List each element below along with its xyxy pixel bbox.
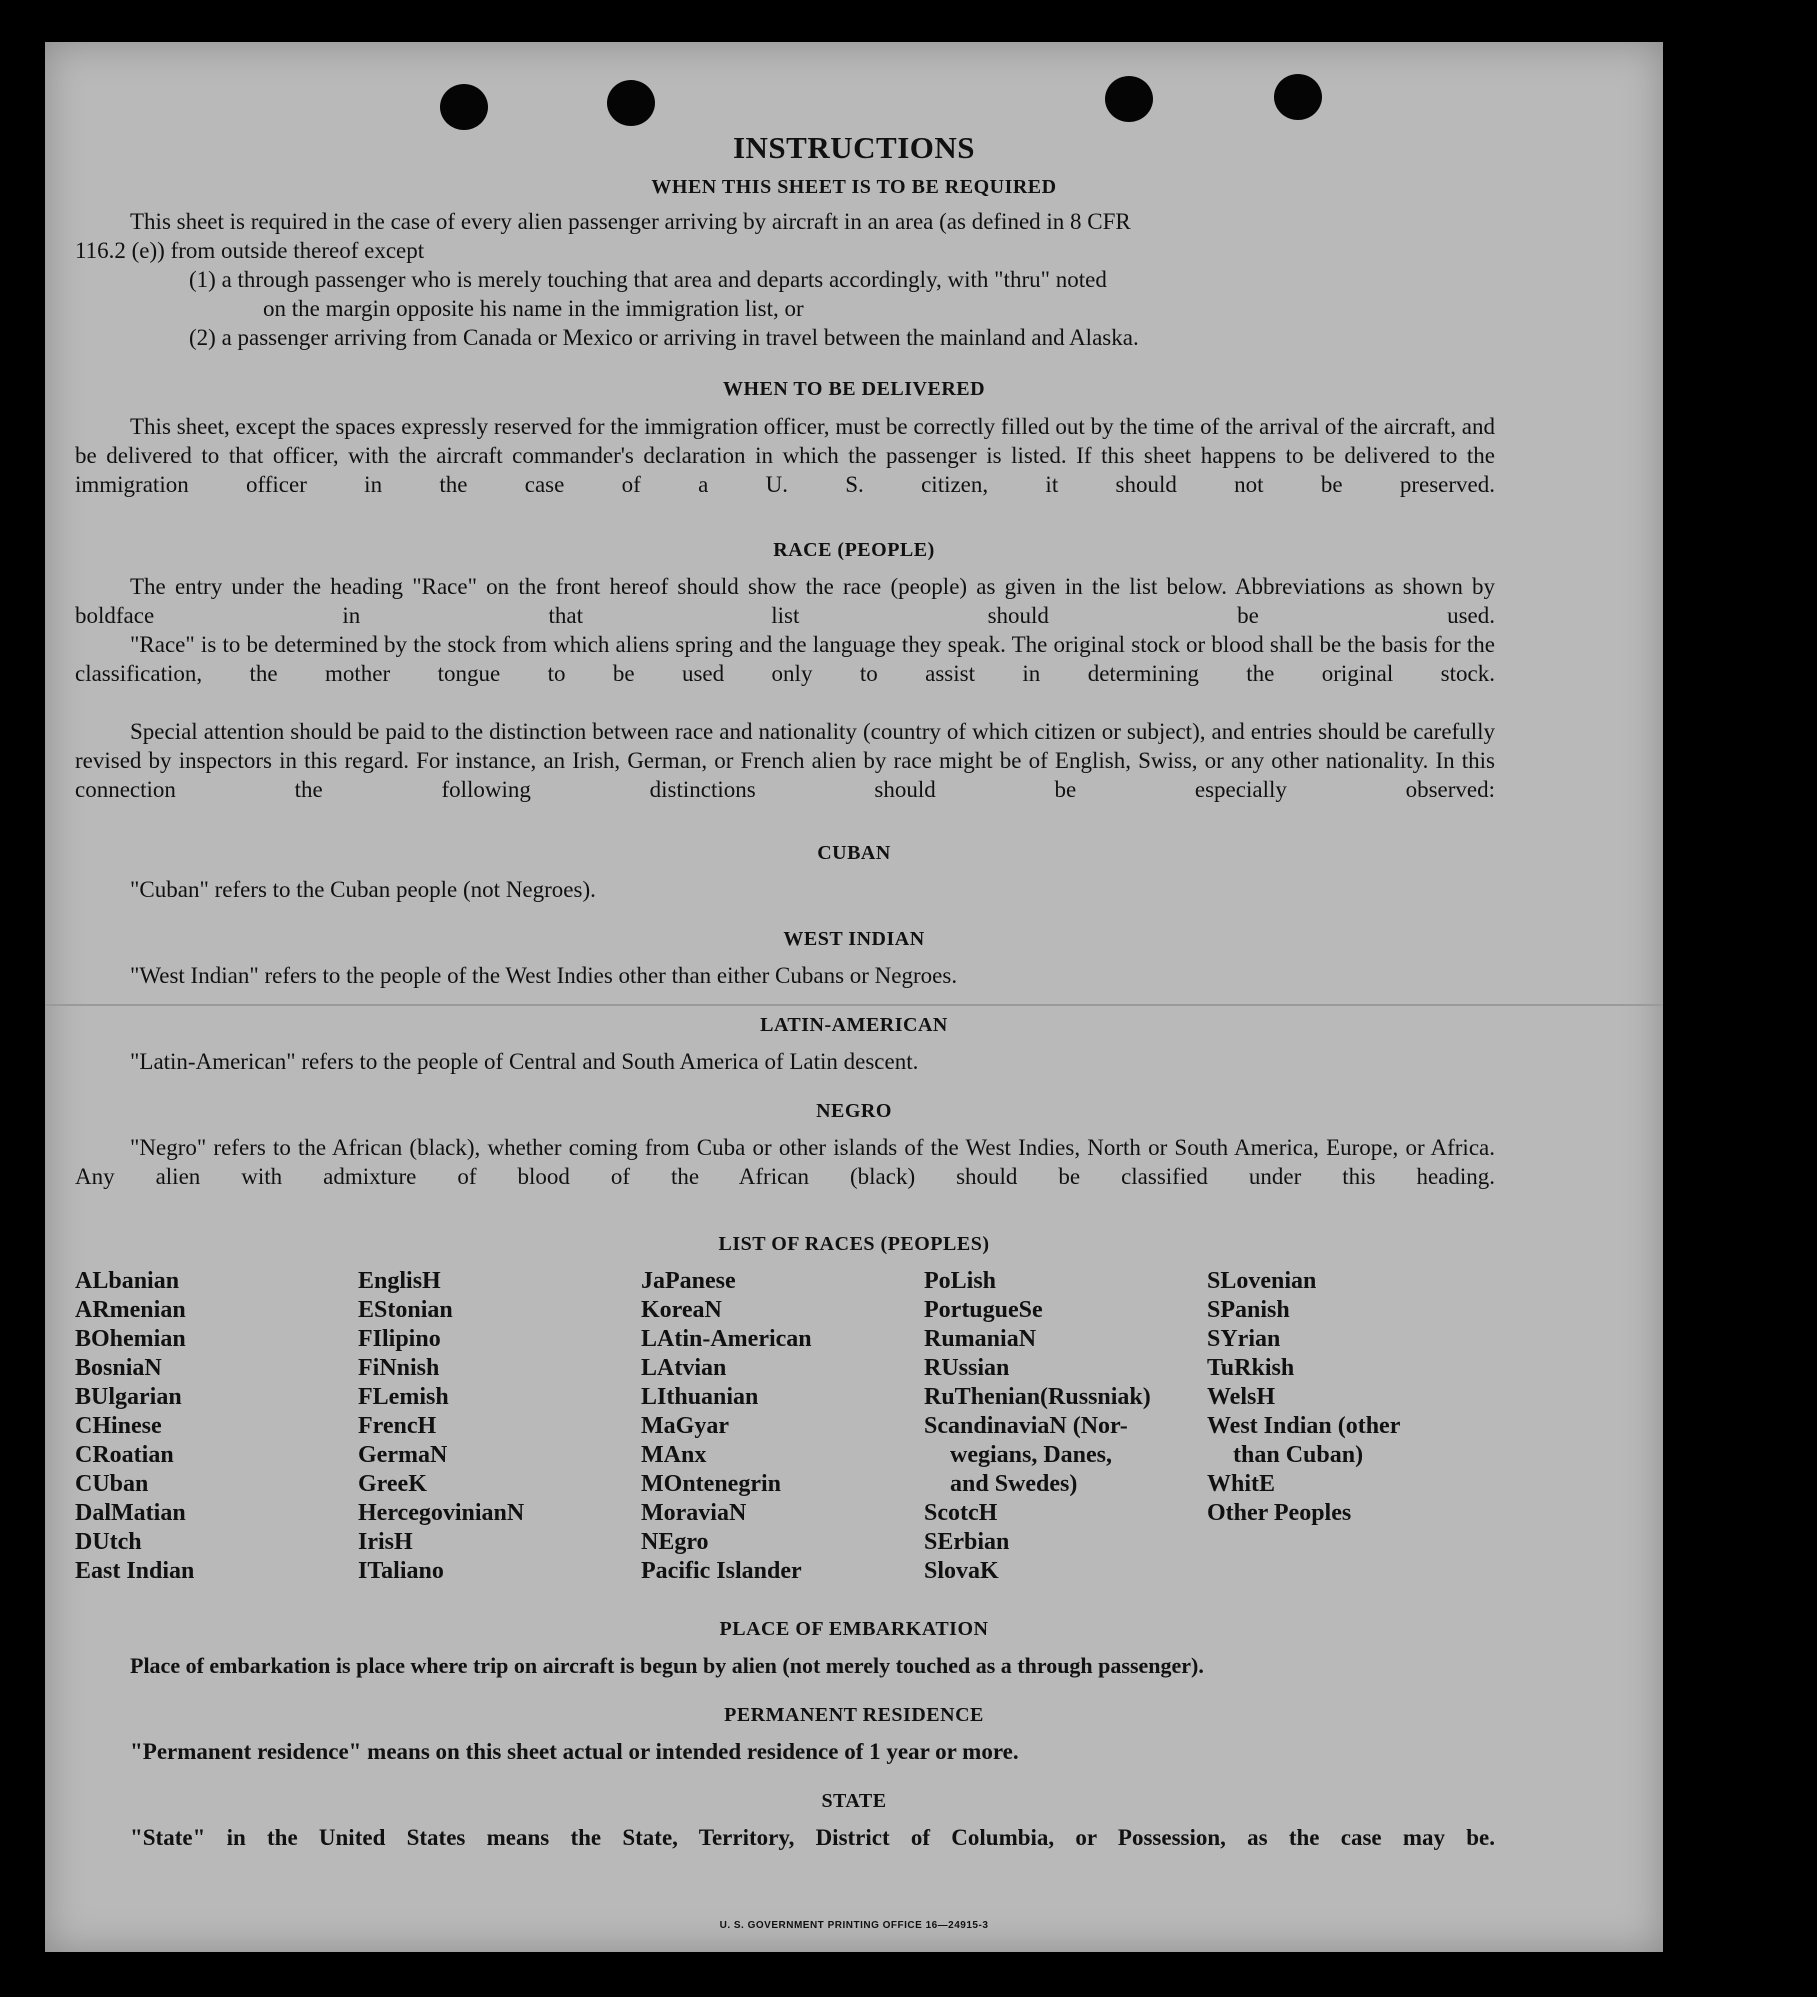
race-entry: JaPanese [641,1268,736,1294]
fold-line [45,1004,1663,1006]
race-entry: ITaliano [358,1558,444,1584]
race-entry: MAnx [641,1442,707,1468]
required-item-1a: (1) a through passenger who is merely touching that area and departs accordingly, with "thru" noted [189,267,1107,292]
race-entry: and Swedes) [950,1471,1078,1497]
required-line-1: This sheet is required in the case of every alien passenger arriving by aircraft in an area (as defined in 8 CFR [130,209,1131,234]
heading-embarkation: PLACE OF EMBARKATION [719,1618,989,1640]
race-entry: DalMatian [75,1500,186,1526]
race-entry: SLovenian [1207,1268,1317,1294]
race-entry: PortugueSe [924,1297,1043,1323]
heading-permanent-residence: PERMANENT RESIDENCE [724,1704,984,1726]
race-entry: WelsH [1207,1384,1276,1410]
race-entry: GermaN [358,1442,448,1468]
race-para-2: "Race" is to be determined by the stock from which aliens spring and the language they speak. The original stock or blood shall be the basis for the classification, the mother tongue to be used only to assist in determining the original stock. [75,632,1495,686]
race-entry: CHinese [75,1413,162,1439]
state-text: "State" in the United States means the State, Territory, District of Columbia, or Possession, as the case may be. [130,1825,1495,1850]
race-entry: RumaniaN [924,1326,1037,1352]
race-entry: East Indian [75,1558,195,1584]
race-entry: Pacific Islander [641,1558,802,1584]
race-entry: KoreaN [641,1297,722,1323]
punch-hole [607,80,655,126]
heading-delivered: WHEN TO BE DELIVERED [722,378,986,400]
race-para-1: The entry under the heading "Race" on the front hereof should show the race (people) as given in the list below. Abbreviations as shown by boldface in that list should be used. [75,574,1495,628]
race-entry: ARmenian [75,1297,186,1323]
race-entry: LAtin-American [641,1326,812,1352]
embarkation-text: Place of embarkation is place where trip on aircraft is begun by alien (not merely touched as a through passenger). [130,1653,1204,1678]
printer-imprint: U. S. GOVERNMENT PRINTING OFFICE 16—24915-3 [719,1920,989,1931]
race-entry: SlovaK [924,1558,999,1584]
race-entry: MoraviaN [641,1500,747,1526]
heading-west-indian: WEST INDIAN [783,928,925,950]
document-page [45,42,1663,1952]
page-title: INSTRUCTIONS [732,130,975,165]
race-entry: MaGyar [641,1413,729,1439]
race-entry: EStonian [358,1297,453,1323]
race-entry: CUban [75,1471,149,1497]
required-item-1b: on the margin opposite his name in the immigration list, or [263,296,804,321]
race-entry: GreeK [358,1471,427,1497]
heading-race: RACE (PEOPLE) [773,539,935,561]
race-entry: LAtvian [641,1355,727,1381]
race-entry: SPanish [1207,1297,1290,1323]
required-item-2: (2) a passenger arriving from Canada or Mexico or arriving in travel between the mainland and Alaska. [189,325,1139,350]
races-column-1 [75,1267,345,1586]
delivered-text: This sheet, except the spaces expressly reserved for the immigration officer, must be correctly filled out by the time of the arrival of the aircraft, and be delivered to that officer, with the aircraft commander's declaration in which the passenger is listed. If this sheet happens to be delivered to the immigration officer in the case of a U. S. citizen, it should not be preserved. [75,414,1495,497]
race-entry: FIlipino [358,1326,441,1352]
permanent-residence-text: "Permanent residence" means on this sheet actual or intended residence of 1 year or more. [130,1739,1019,1764]
race-entry: LIthuanian [641,1384,759,1410]
punch-hole [1274,74,1322,120]
race-entry: BosniaN [75,1355,162,1381]
race-entry: ScandinaviaN (Nor- [924,1413,1128,1439]
races-column-5 [1207,1267,1477,1528]
west-indian-text: "West Indian" refers to the people of the West Indies other than either Cubans or Negroes. [130,963,958,988]
races-column-2 [358,1267,628,1586]
punch-hole [440,84,488,130]
heading-required: WHEN THIS SHEET IS TO BE REQUIRED [651,176,1057,198]
race-para-3: Special attention should be paid to the distinction between race and nationality (country of which citizen or subject), and entries should be carefully revised by inspectors in this regard. For instance, an Irish, German, or French alien by race might be of English, Swiss, or any other nationality. In this connection the following distinctions should be especially observed: [75,719,1495,802]
race-entry: MOntenegrin [641,1471,781,1497]
race-entry: wegians, Danes, [950,1442,1113,1468]
latin-american-text: "Latin-American" refers to the people of Central and South America of Latin descent. [130,1049,919,1074]
race-entry: WhitE [1207,1471,1276,1497]
race-entry: SErbian [924,1529,1010,1555]
race-entry: than Cuban) [1233,1442,1364,1468]
race-entry: RUssian [924,1355,1010,1381]
races-column-4 [924,1267,1194,1586]
race-entry: FrencH [358,1413,437,1439]
race-entry: DUtch [75,1529,142,1555]
race-entry: West Indian (other [1207,1413,1401,1439]
negro-text: "Negro" refers to the African (black), whether coming from Cuba or other islands of the West Indies, North or South America, Europe, or Africa. Any alien with admixture of blood of the African (black) should be classified under this heading. [75,1135,1495,1189]
heading-negro: NEGRO [816,1100,892,1122]
race-entry: EnglisH [358,1268,441,1294]
race-entry: SYrian [1207,1326,1281,1352]
race-entry: Other Peoples [1207,1500,1352,1526]
race-entry: RuThenian(Russniak) [924,1384,1151,1410]
punch-hole [1105,76,1153,122]
race-entry: FLemish [358,1384,449,1410]
race-entry: NEgro [641,1529,709,1555]
race-entry: FiNnish [358,1355,440,1381]
race-entry: ALbanian [75,1268,180,1294]
race-entry: CRoatian [75,1442,174,1468]
race-entry: IrisH [358,1529,413,1555]
heading-latin-american: LATIN-AMERICAN [760,1014,948,1036]
race-entry: PoLish [924,1268,997,1294]
race-entry: HercegovinianN [358,1500,525,1526]
race-entry: BOhemian [75,1326,186,1352]
heading-cuban: CUBAN [817,842,891,864]
races-column-3 [641,1267,911,1586]
cuban-text: "Cuban" refers to the Cuban people (not Negroes). [130,877,596,902]
race-entry: BUlgarian [75,1384,182,1410]
race-entry: ScotcH [924,1500,998,1526]
heading-state: STATE [821,1790,887,1812]
race-entry: TuRkish [1207,1355,1295,1381]
required-line-2: 116.2 (e)) from outside thereof except [75,238,425,263]
heading-list-of-races: LIST OF RACES (PEOPLES) [718,1233,990,1255]
